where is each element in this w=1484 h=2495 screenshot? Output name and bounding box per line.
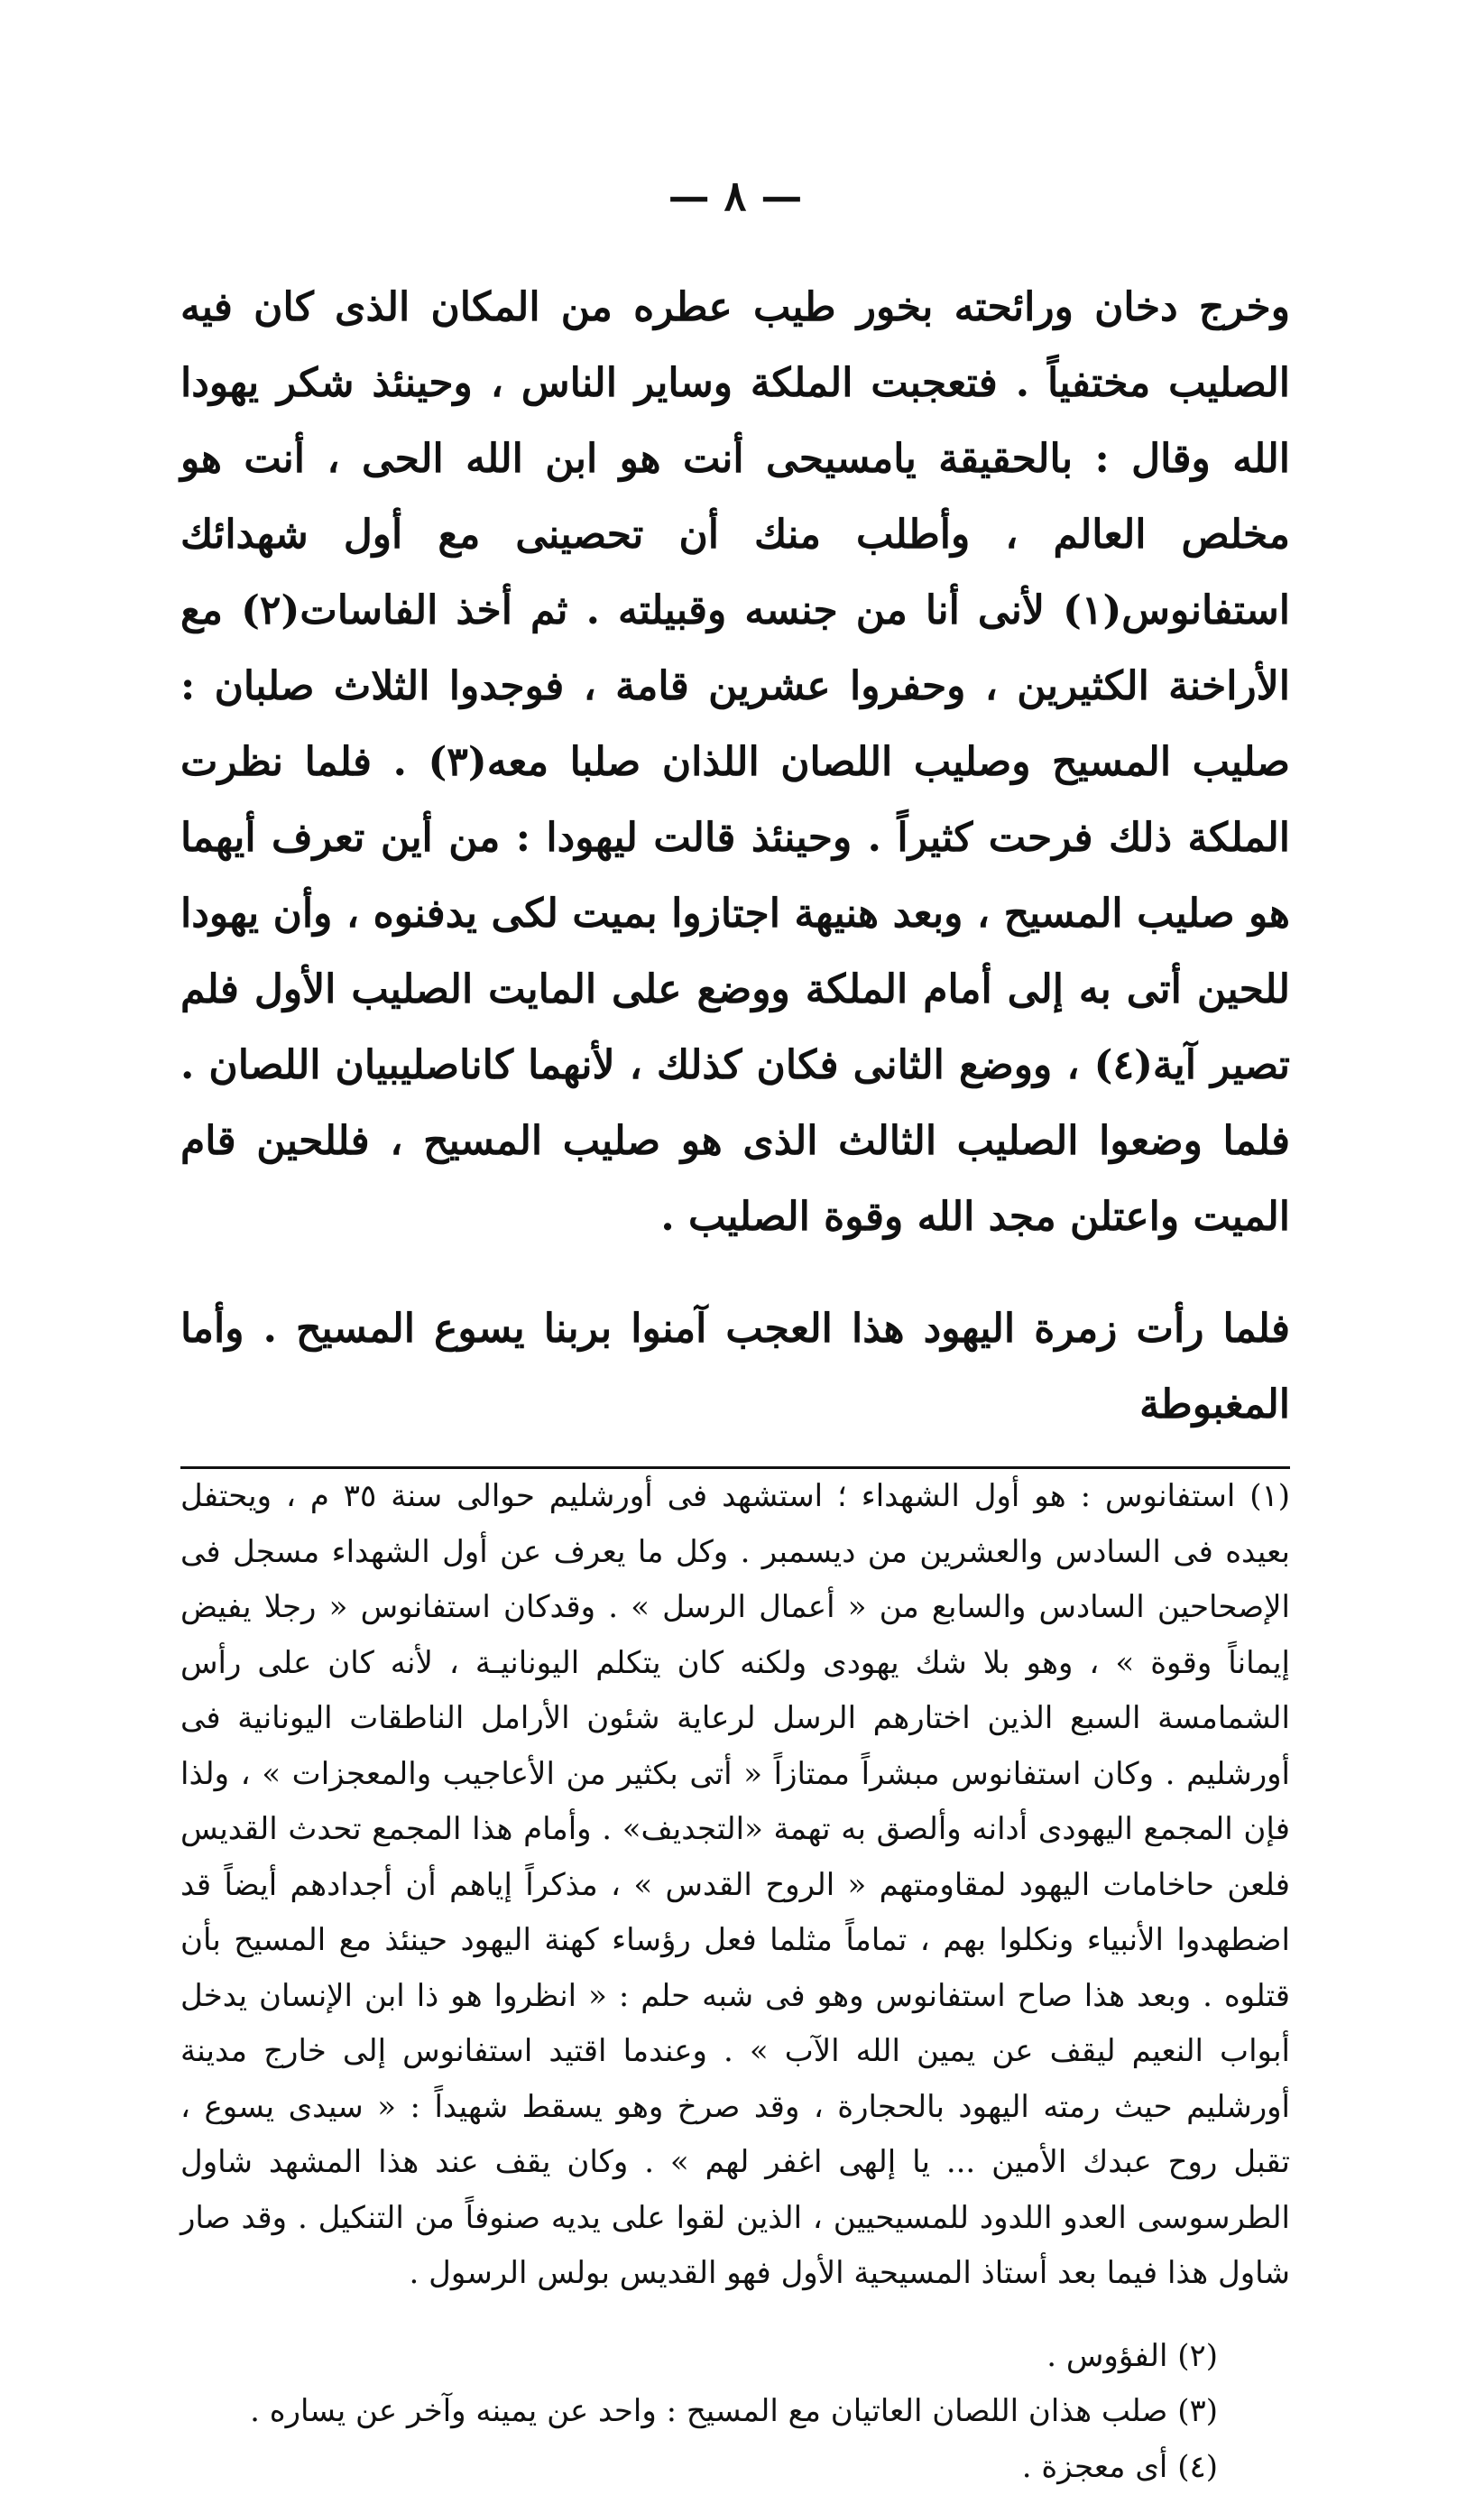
footnote-4: (٤) أى معجزة . xyxy=(180,2440,1290,2495)
footnotes xyxy=(180,1469,1290,2495)
continuation-paragraph: فلما رأت زمرة اليهود هذا العجب آمنوا بربنا يسوع المسيح . وأما المغبوطة xyxy=(180,1291,1290,1443)
footnote-3: (٣) صلب هذان اللصان العاتيان مع المسيح : واحد عن يمينه وآخر عن يساره . xyxy=(180,2384,1290,2440)
footnote-1: (١) استفانوس : هو أول الشهداء ؛ استشهد فى أورشليم حوالى سنة ٣٥ م ، ويحتفل بعيده فى السادس والعشرين من ديسمبر . وكل ما يعرف عن أول الشهداء مسجل فى الإصحاحين السادس والسابع من « أعمال الرسل » . وقدكان استفانوس « رجلا يفيض إيماناً وقوة » ، وهو بلا شك يهودى ولكنه كان يتكلم اليونانيـة ، لأنه كان على رأس الشمامسة السبع الذين اختارهم الرسل لرعاية شئون الأرامل الناطقات اليونانية فى أورشليم . وكان استفانوس مبشراً ممتازاً « أتى بكثير من الأعاجيب والمعجزات » ، ولذا فإن المجمع اليهودى أدانه وألصق به تهمة «التجديف» . وأمام هذا المجمع تحدث القديس فلعن حاخامات اليهود لمقاومتهم « الروح القدس » ، مذكراً إياهم أن أجدادهم أيضاً قد اضطهدوا الأنبياء ونكلوا بهم ، تماماً مثلما فعل رؤساء كهنة اليهود حينئذ مع المسيح بأن قتلوه . وبعد هذا صاح استفانوس وهو فى شبه حلم : « انظروا هو ذا ابن الإنسان يدخل أبواب النعيم ليقف عن يمين الله الآب » . وعندما اقتيد استفانوس إلى خارج مدينة أورشليم حيث رمته اليهود بالحجارة ، وقد صرخ وهو يسقط شهيداً : « سيدى يسوع ، تقبل روح عبدك الأمين ... يا إلهى اغفر لهم » . وكان يقف عند هذا المشهد شاول الطرسوسى العدو اللدود للمسيحيين ، الذين لقوا على يديه صنوفاً من التنكيل . وقد صار شاول هذا فيما بعد أستاذ المسيحية الأول فهو القديس بولس الرسول . xyxy=(180,1469,1290,2302)
footnote-2: (٢) الفؤوس . xyxy=(180,2329,1290,2385)
main-paragraph: وخرج دخان ورائحته بخور طيب عطره من المكان الذى كان فيه الصليب مختفياً . فتعجبت الملكة وساير الناس ، وحينئذ شكر يهودا الله وقال : بالحقيقة يامسيحى أنت هو ابن الله الحى ، أنت هو مخلص العالم ، وأطلب منك أن تحصينى مع أول شهدائك استفانوس(١) لأنى أنا من جنسه وقبيلته . ثم أخذ الفاسات(٢) مع الأراخنة الكثيرين ، وحفروا عشرين قامة ، فوجدوا الثلاث صلبان : صليب المسيح وصليب اللصان اللذان صلبا معه(٣) . فلما نظرت الملكة ذلك فرحت كثيراً . وحينئذ قالت ليهودا : من أين تعرف أيهما هو صليب المسيح ، وبعد هنيهة اجتازوا بميت لكى يدفنوه ، وأن يهودا للحين أتى به إلى أمام الملكة ووضع على المايت الصليب الأول فلم تصير آية(٤) ، ووضع الثانى فكان كذلك ، لأنهما كاناصليبيان اللصان . فلما وضعوا الصليب الثالث الذى هو صليب المسيح ، فللحين قام الميت واعتلن مجد الله وقوة الصليب . xyxy=(180,270,1290,1255)
body-text xyxy=(180,270,1290,1443)
page-number: — ٨ — xyxy=(180,171,1290,220)
